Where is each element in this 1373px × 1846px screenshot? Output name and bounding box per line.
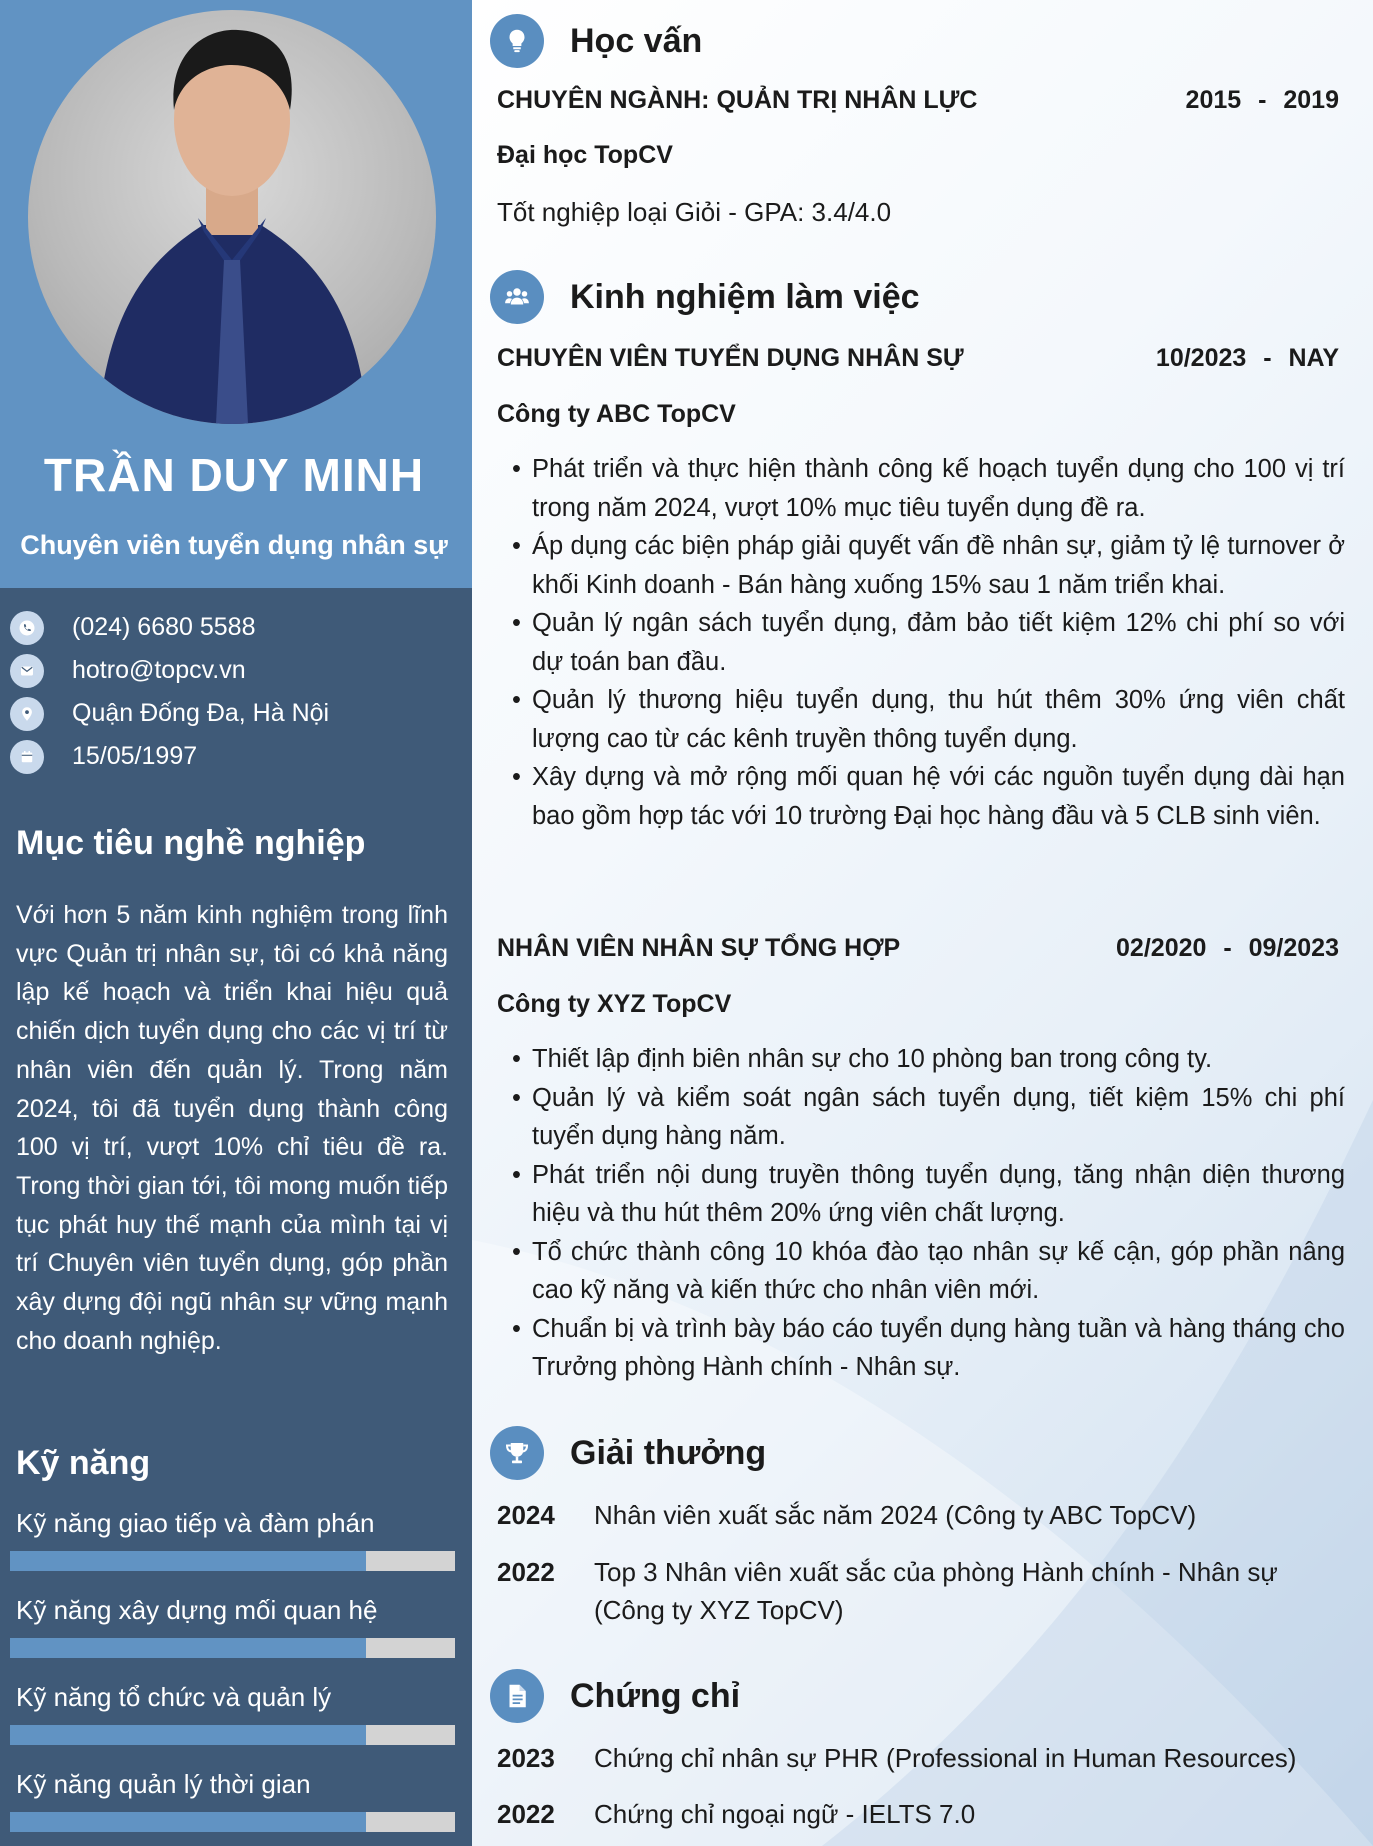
certificate-text: Chứng chỉ nhân sự PHR (Professional in Human Resources) — [594, 1743, 1297, 1773]
contact-location — [10, 692, 460, 735]
certificate-year: 2022 — [497, 1799, 555, 1829]
list-item: • Chuẩn bị và trình bày báo cáo tuyển dụng hàng tuần và hàng tháng cho Trưởng phòng Hành chính - Nhân sự. — [512, 1310, 1345, 1387]
job-company: Công ty XYZ TopCV — [497, 990, 732, 1018]
job-achievements — [512, 450, 1345, 835]
skill-label: Kỹ năng xây dựng mối quan hệ — [16, 1595, 378, 1625]
contact-location-text: Quận Đống Đa, Hà Nội — [72, 699, 330, 727]
awards-heading: Giải thưởng — [570, 1433, 767, 1472]
list-item: • Phát triển nội dung truyền thông tuyển dụng, tăng nhận diện thương hiệu và thu hút thêm 20% ứng viên chất lượng. — [512, 1156, 1345, 1233]
avatar — [28, 10, 436, 424]
sidebar-header — [0, 0, 472, 588]
award-year: 2024 — [497, 1500, 555, 1530]
list-item: • Phát triển và thực hiện thành công kế hoạch tuyển dụng cho 100 vị trí trong năm 2024, vượt 10% mục tiêu tuyển dụng đề ra. — [512, 450, 1345, 527]
experience-section-header — [490, 270, 920, 324]
education-dates: 2015 - 2019 — [1185, 86, 1339, 114]
job-achievements — [512, 1040, 1345, 1387]
education-section-header — [490, 14, 702, 68]
skill-bar — [10, 1812, 455, 1832]
location-icon — [10, 697, 44, 731]
job-dates: 10/2023 - NAY — [1155, 344, 1339, 372]
skill-bar-fill — [10, 1638, 366, 1658]
certificates-section-header — [490, 1669, 740, 1723]
contact-birthday — [10, 735, 460, 778]
lightbulb-icon — [490, 14, 544, 68]
list-item: • Áp dụng các biện pháp giải quyết vấn đề nhân sự, giảm tỷ lệ turnover ở khối Kinh doanh - Bán hàng xuống 15% sau 1 năm triển khai. — [512, 527, 1345, 604]
certificate-year: 2023 — [497, 1743, 555, 1773]
award-text: Nhân viên xuất sắc năm 2024 (Công ty ABC TopCV) — [594, 1500, 1197, 1530]
skill-item — [0, 1505, 472, 1592]
certificate-item — [497, 1795, 1347, 1833]
objective-heading: Mục tiêu nghề nghiệp — [16, 824, 366, 862]
list-item: • Tổ chức thành công 10 khóa đào tạo nhân sự kế cận, góp phần nâng cao kỹ năng và kiến thức cho nhân viên mới. — [512, 1233, 1345, 1310]
certificate-item — [497, 1739, 1347, 1777]
skill-item — [0, 1766, 472, 1846]
contact-email-text: hotro@topcv.vn — [72, 656, 246, 684]
contact-phone — [10, 606, 460, 649]
skill-label: Kỹ năng giao tiếp và đàm phán — [16, 1508, 375, 1538]
job-title: NHÂN VIÊN NHÂN SỰ TỔNG HỢP — [497, 934, 901, 962]
education-school: Đại học TopCV — [497, 141, 673, 169]
certificates-heading: Chứng chỉ — [570, 1676, 741, 1715]
list-item: • Thiết lập định biên nhân sự cho 10 phòng ban trong công ty. — [512, 1040, 1345, 1079]
experience-heading: Kinh nghiệm làm việc — [570, 277, 920, 316]
job-dates: 02/2020 - 09/2023 — [1116, 934, 1339, 962]
skill-bar — [10, 1725, 455, 1745]
team-icon — [490, 270, 544, 324]
skill-label: Kỹ năng tổ chức và quản lý — [16, 1682, 332, 1712]
award-item — [497, 1553, 1347, 1629]
candidate-name: TRẦN DUY MINH — [43, 449, 425, 501]
trophy-icon — [490, 1426, 544, 1480]
skills-heading: Kỹ năng — [16, 1444, 151, 1482]
contact-list — [10, 606, 460, 778]
contact-phone-text: (024) 6680 5588 — [72, 613, 256, 641]
job-title: CHUYÊN VIÊN TUYỂN DỤNG NHÂN SỰ — [497, 344, 964, 372]
calendar-icon — [10, 740, 44, 774]
contact-birthday-text: 15/05/1997 — [72, 742, 198, 770]
education-note: Tốt nghiệp loại Giỏi - GPA: 3.4/4.0 — [497, 197, 892, 227]
award-year: 2022 — [497, 1557, 555, 1587]
skill-item — [0, 1592, 472, 1679]
skills-list — [0, 1505, 472, 1846]
award-item — [497, 1496, 1347, 1534]
skill-bar-fill — [10, 1725, 366, 1745]
document-icon — [490, 1669, 544, 1723]
phone-icon — [10, 611, 44, 645]
profile-photo — [28, 10, 436, 424]
list-item: • Quản lý thương hiệu tuyển dụng, thu hút thêm 30% ứng viên chất lượng cao từ các kênh truyền thông tuyển dụng. — [512, 681, 1345, 758]
list-item: • Quản lý và kiểm soát ngân sách tuyển dụng, tiết kiệm 15% chi phí tuyển dụng hàng năm. — [512, 1079, 1345, 1156]
skill-bar-fill — [10, 1812, 366, 1832]
skill-bar — [10, 1638, 455, 1658]
skill-bar — [10, 1551, 455, 1571]
award-text: Top 3 Nhân viên xuất sắc của phòng Hành chính - Nhân sự (Công ty XYZ TopCV) — [594, 1557, 1278, 1625]
certificate-text: Chứng chỉ ngoại ngữ - IELTS 7.0 — [594, 1799, 976, 1829]
email-icon — [10, 654, 44, 688]
objective-text: Với hơn 5 năm kinh nghiệm trong lĩnh vực Quản trị nhân sự, tôi có khả năng lập kế hoạch và triển khai hiệu quả chiến dịch tuyển dụng cho các vị trí từ nhân viên đến quản lý. Trong năm 2024, tôi đã tuyển dụng thành công 100 vị trí, vượt 10% chỉ tiêu đề ra. Trong thời gian tới, tôi mong muốn tiếp tục phát huy thế mạnh của mình tại vị trí Chuyên viên tuyển dụng, góp phần xây dựng đội ngũ nhân sự vững mạnh cho doanh nghiệp. — [16, 901, 448, 1355]
awards-section-header — [490, 1426, 766, 1480]
education-major: CHUYÊN NGÀNH: QUẢN TRỊ NHÂN LỰC — [497, 86, 978, 114]
skill-label: Kỹ năng quản lý thời gian — [16, 1769, 311, 1799]
job-company: Công ty ABC TopCV — [497, 400, 736, 428]
skill-bar-fill — [10, 1551, 366, 1571]
sidebar — [0, 0, 472, 1846]
candidate-job-title: Chuyên viên tuyển dụng nhân sự — [20, 530, 448, 560]
list-item: • Xây dựng và mở rộng mối quan hệ với các nguồn tuyển dụng dài hạn bao gồm hợp tác với 10 trường Đại học hàng đầu và 5 CLB sinh viên. — [512, 758, 1345, 835]
contact-email — [10, 649, 460, 692]
list-item: • Quản lý ngân sách tuyển dụng, đảm bảo tiết kiệm 12% chi phí so với dự toán ban đầu. — [512, 604, 1345, 681]
main-content — [472, 0, 1373, 1846]
skill-item — [0, 1679, 472, 1766]
education-heading: Học vấn — [570, 21, 703, 60]
